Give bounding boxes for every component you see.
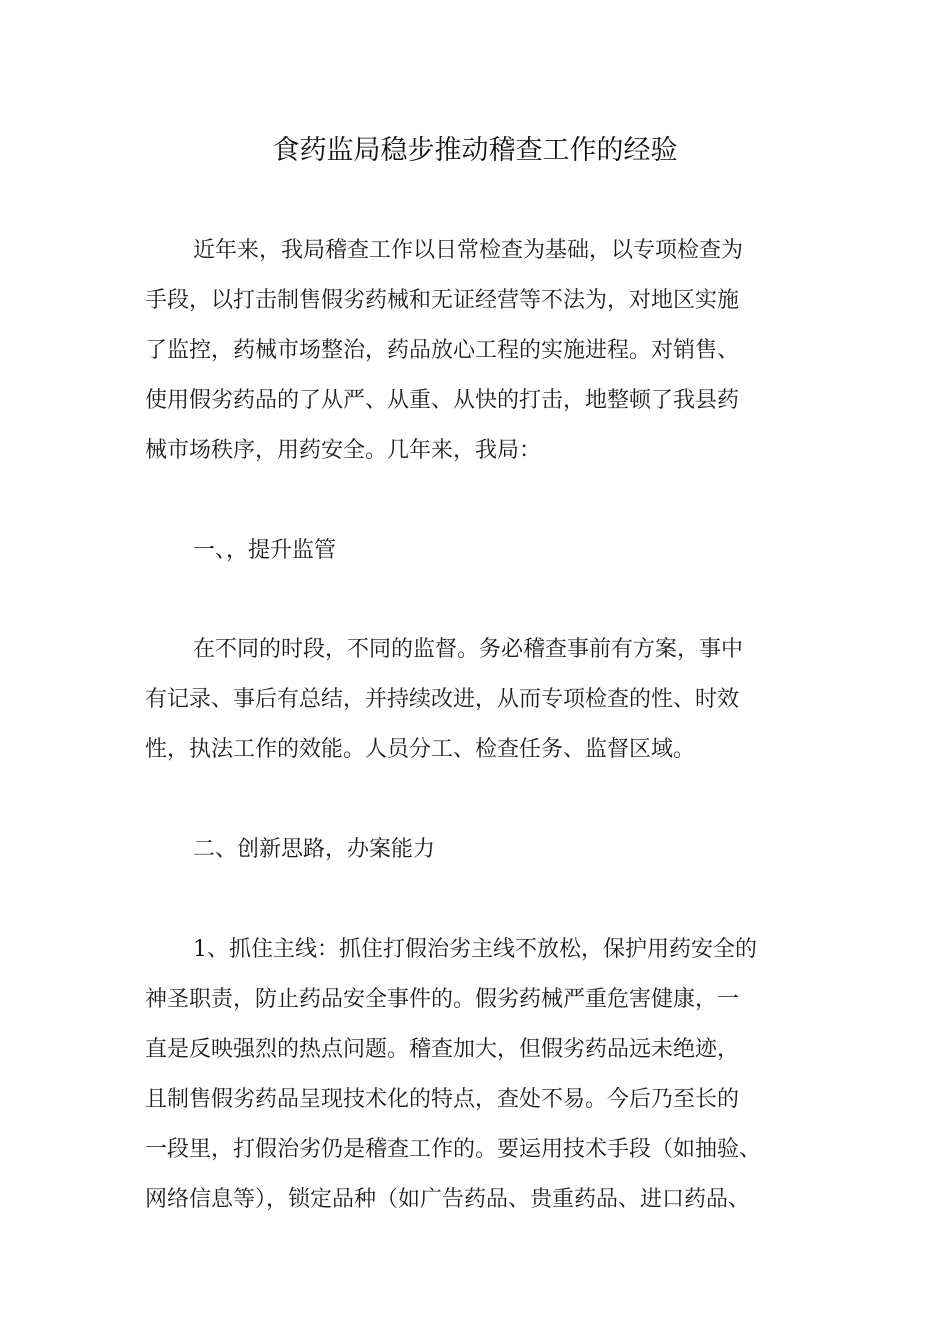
paragraph-line: 直是反映强烈的热点问题。稽查加大，但假劣药品远未绝迹， [145, 1037, 740, 1062]
paragraph-line: 了监控，药械市场整治，药品放心工程的实施进程。对销售、 [145, 338, 740, 363]
paragraph-line: 且制售假劣药品呈现技术化的特点，查处不易。今后乃至长的 [145, 1087, 740, 1112]
paragraph-line: 性，执法工作的效能。人员分工、检查任务、监督区域。 [145, 737, 696, 762]
paragraph-line: 神圣职责，防止药品安全事件的。假劣药械严重危害健康，一 [145, 987, 740, 1012]
paragraph-line: 手段，以打击制售假劣药械和无证经营等不法为，对地区实施 [145, 288, 740, 313]
section-heading-text: 二、创新思路，办案能力 [193, 837, 436, 862]
paragraph-line: 一段里，打假治劣仍是稽查工作的。要运用技术手段（如抽验、 [145, 1137, 762, 1162]
paragraph-line: 1、抓住主线：抓住打假治劣主线不放松，保护用药安全的 [193, 937, 757, 962]
paragraph-line: 械市场秩序，用药安全。几年来，我局： [145, 438, 542, 463]
section-heading-1 [145, 526, 835, 576]
paragraph-line: 使用假劣药品的了从严、从重、从快的打击，地整顿了我县药 [145, 388, 740, 413]
paragraph-section-2 [145, 925, 835, 1225]
paragraph-line: 网络信息等），锁定品种（如广告药品、贵重药品、进口药品、 [145, 1187, 751, 1212]
paragraph-line: 有记录、事后有总结，并持续改进，从而专项检查的性、时效 [145, 687, 740, 712]
section-heading-text: 一、，提升监管 [193, 538, 337, 563]
paragraph-line: 在不同的时段，不同的监督。务必稽查事前有方案，事中 [193, 637, 744, 662]
paragraph-section-1 [145, 625, 835, 775]
section-heading-2 [145, 825, 835, 875]
document-title: 食药监局稳步推动稽查工作的经验 [272, 135, 678, 166]
paragraph-intro [145, 226, 835, 476]
paragraph-line: 近年来，我局稽查工作以日常检查为基础，以专项检查为 [193, 238, 744, 263]
